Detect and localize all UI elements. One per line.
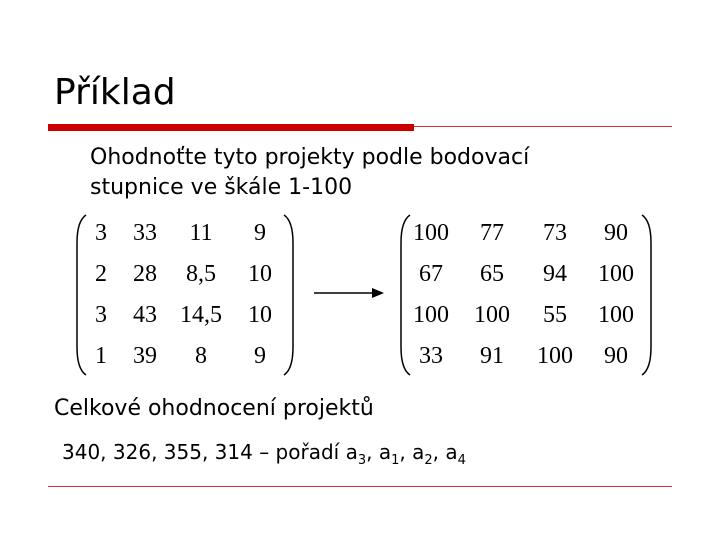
right-matrix-row xyxy=(402,295,646,336)
left-matrix-cell: 33 xyxy=(133,220,157,246)
right-matrix-cell: 100 xyxy=(598,302,634,328)
ranking-item xyxy=(412,440,433,468)
left-matrix-cell: 11 xyxy=(189,220,213,246)
slide-title: Příklad xyxy=(54,72,176,113)
right-matrix-cell: 55 xyxy=(543,302,567,328)
intro-line-1: Ohodnoťte tyto projekty podle bodovací xyxy=(90,145,530,170)
right-matrix-table xyxy=(402,213,646,377)
left-matrix-cell: 39 xyxy=(133,343,157,369)
left-matrix-cell: 8 xyxy=(195,343,207,369)
left-matrix-cell: 3 xyxy=(95,302,107,328)
right-matrix xyxy=(398,213,654,377)
left-matrix-cell: 8,5 xyxy=(186,261,216,287)
title-underline-accent xyxy=(48,124,414,131)
right-matrix-cell: 33 xyxy=(419,343,443,369)
right-matrix-row xyxy=(402,254,646,295)
right-matrix-cell: 90 xyxy=(604,220,628,246)
bottom-rule xyxy=(48,486,672,487)
left-matrix-row xyxy=(82,295,288,336)
left-matrix-cell: 3 xyxy=(95,220,107,246)
left-matrix-row xyxy=(82,336,288,377)
right-matrix-cell: 100 xyxy=(413,220,449,246)
scores-line xyxy=(62,440,466,468)
right-matrix-right-bracket xyxy=(640,213,654,377)
ranking-item-index: 2 xyxy=(424,453,433,468)
ranking-item xyxy=(345,440,367,468)
left-matrix-cell: 9 xyxy=(254,343,266,369)
left-matrix-right-bracket xyxy=(282,213,296,377)
total-evaluation-label: Celkové ohodnocení projektů xyxy=(54,396,374,421)
right-matrix-cell: 67 xyxy=(419,261,443,287)
right-matrix-cell: 100 xyxy=(537,343,573,369)
right-matrix-cell: 100 xyxy=(598,261,634,287)
left-matrix-row xyxy=(82,213,288,254)
left-matrix xyxy=(74,213,296,377)
ranking-list: $a_3$, $a_1$, $a_2$, $a_4$ xyxy=(345,440,466,468)
right-matrix-cell: 94 xyxy=(543,261,567,287)
left-matrix-cell: 10 xyxy=(248,302,272,328)
right-matrix-cell: 77 xyxy=(480,220,504,246)
right-matrix-row xyxy=(402,213,646,254)
ranking-item-base: a xyxy=(345,440,358,464)
ranking-item-index: 4 xyxy=(457,453,466,468)
left-matrix-row xyxy=(82,254,288,295)
ranking-item-index: 1 xyxy=(391,453,400,468)
transform-arrow-icon xyxy=(314,285,386,301)
ranking-item xyxy=(378,440,400,468)
right-matrix-cell: 90 xyxy=(604,343,628,369)
right-matrix-cell: 100 xyxy=(413,302,449,328)
left-matrix-cell: 1 xyxy=(95,343,107,369)
left-matrix-cell: 14,5 xyxy=(180,302,222,328)
left-matrix-cell: 10 xyxy=(248,261,272,287)
right-matrix-cell: 73 xyxy=(543,220,567,246)
intro-line-2: stupnice ve škále 1-100 xyxy=(90,175,353,200)
ranking-item-base: a xyxy=(412,440,425,464)
left-matrix-cell: 2 xyxy=(95,261,107,287)
ranking-item-base: a xyxy=(445,440,458,464)
right-matrix-cell: 91 xyxy=(480,343,504,369)
left-matrix-table xyxy=(82,213,288,377)
right-matrix-row xyxy=(402,336,646,377)
scores-text: 340, 326, 355, 314 – pořadí xyxy=(62,440,346,464)
intro-text xyxy=(90,143,529,203)
ranking-item-index: 3 xyxy=(357,453,367,468)
right-matrix-cell: 100 xyxy=(474,302,510,328)
right-matrix-cell: 65 xyxy=(480,261,504,287)
left-matrix-cell: 28 xyxy=(133,261,157,287)
ranking-item xyxy=(445,440,466,468)
title-underline-rule xyxy=(414,126,672,127)
ranking-item-base: a xyxy=(378,440,392,464)
left-matrix-cell: 9 xyxy=(254,220,266,246)
left-matrix-cell: 43 xyxy=(133,302,157,328)
